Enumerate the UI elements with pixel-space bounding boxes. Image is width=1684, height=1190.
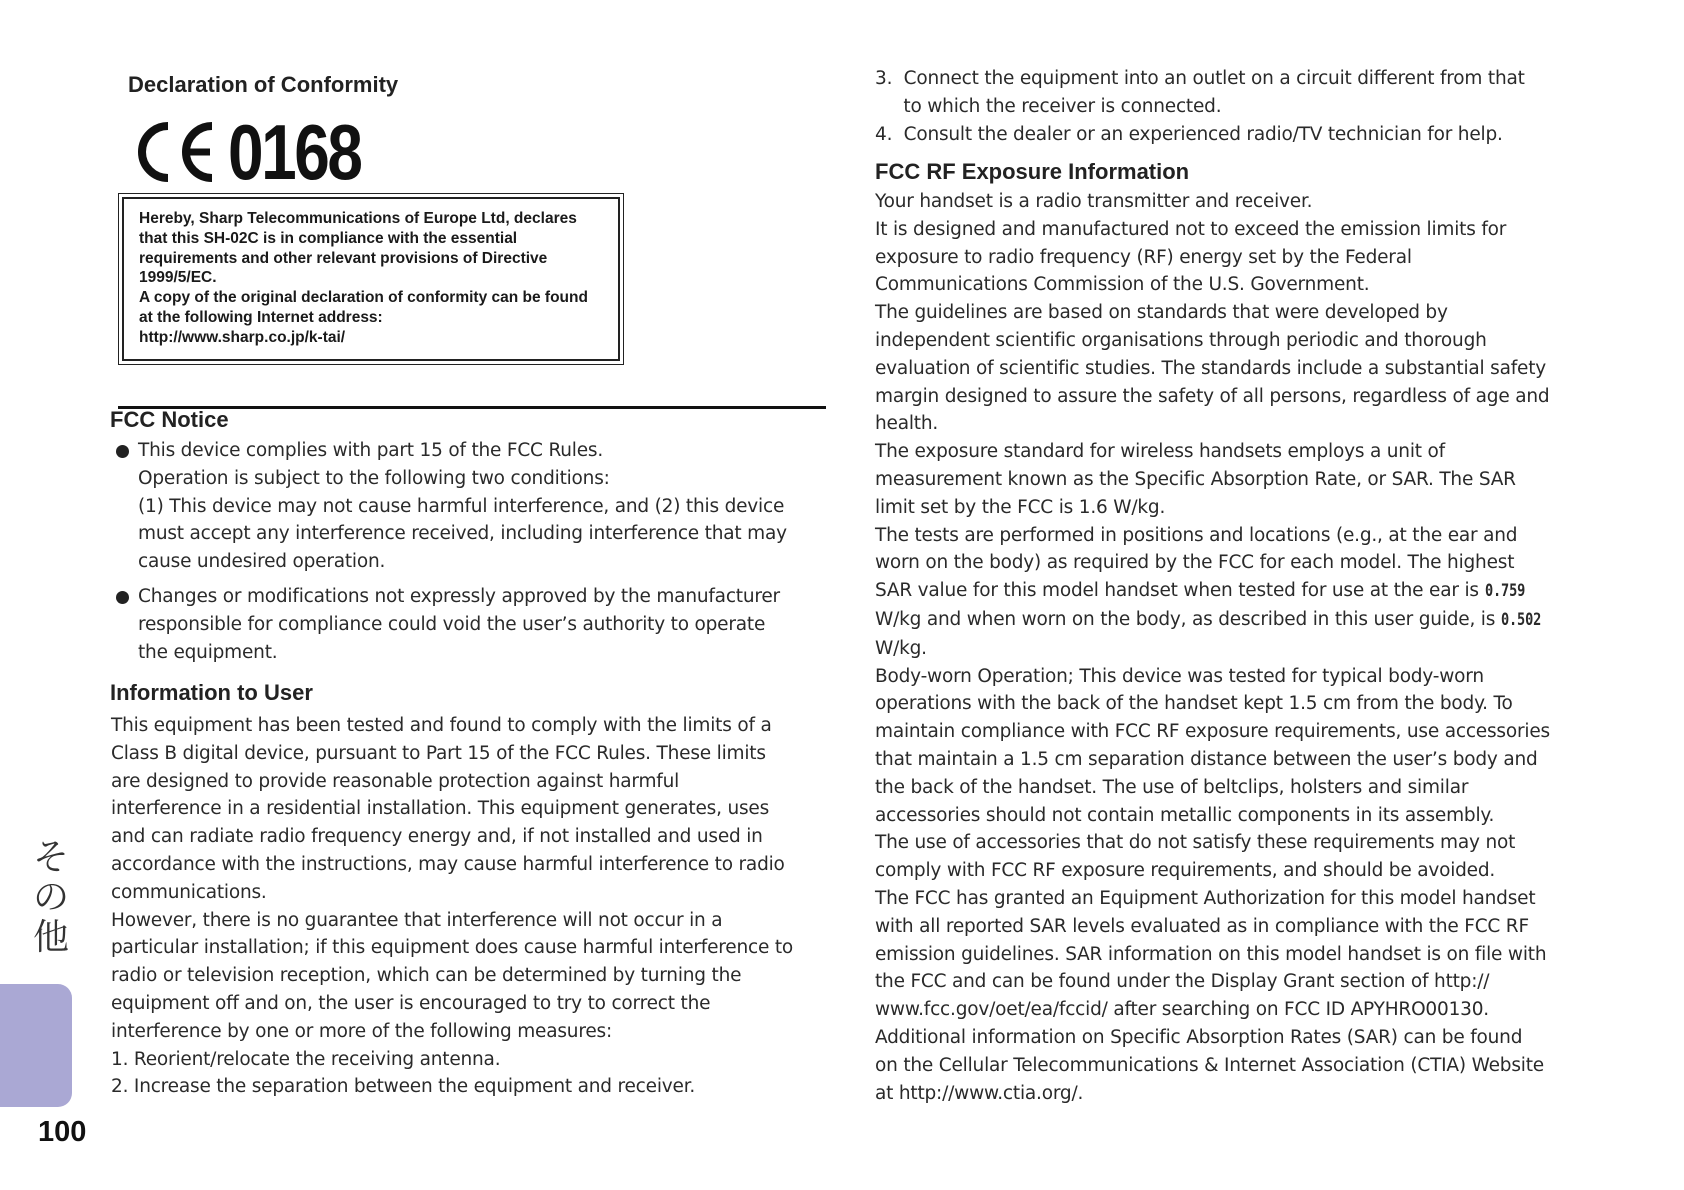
ce-mark-row: [134, 107, 390, 196]
info-line: interference in a residential installation. This equipment generates, uses: [111, 798, 770, 820]
bullet-line: the equipment.: [138, 641, 278, 663]
info-line: communications.: [111, 881, 267, 903]
chapter-tab[interactable]: [0, 984, 72, 1107]
chapter-label-text: そ の 他: [32, 837, 69, 958]
rf-line: limit set by the FCC is 1.6 W/kg.: [875, 496, 1166, 518]
rf-line: The use of accessories that do not satisfy these requirements may not: [875, 832, 1516, 854]
declaration-line: Hereby, Sharp Telecommunications of Europe Ltd, declares: [139, 210, 577, 227]
rf-line: at http://www.ctia.org/.: [875, 1082, 1084, 1104]
declaration-line: that this SH-02C is in compliance with the essential: [139, 229, 518, 247]
ce-mark-icon: [134, 120, 218, 184]
info-line: are designed to provide reasonable protection against harmful: [111, 770, 680, 792]
bullet-line: This device complies with part 15 of the FCC Rules.: [138, 440, 604, 461]
chapter-side-label: [29, 838, 73, 958]
info-line: equipment off and on, the user is encouraged to try to correct the: [111, 992, 711, 1014]
info-to-user-text: [111, 712, 793, 1101]
measure-item: 2. Increase the separation between the equipment and receiver.: [111, 1076, 696, 1098]
info-line: interference by one or more of the following measures:: [111, 1020, 612, 1042]
bullet-line: Operation is subject to the following two conditions:: [138, 467, 610, 489]
bullet-line: must accept any interference received, including interference that may: [138, 523, 787, 545]
rf-line: W/kg.: [875, 637, 927, 659]
measure-item: 4. Consult the dealer or an experienced radio/TV technician for help.: [875, 123, 1503, 145]
measures-continued: [875, 65, 1525, 148]
bullet-line: (1) This device may not cause harmful interference, and (2) this device: [138, 495, 785, 517]
bullet-line: cause undesired operation.: [138, 551, 386, 573]
rf-line: comply with FCC RF exposure requirements, and should be avoided.: [875, 860, 1496, 882]
declaration-box-text: [139, 209, 588, 348]
bullet-line: Changes or modifications not expressly approved by the manufacturer: [138, 586, 780, 607]
bullet-icon: [116, 445, 129, 458]
rf-line: maintain compliance with FCC RF exposure requirements, use accessories: [875, 721, 1550, 743]
info-line: This equipment has been tested and found to comply with the limits of a: [111, 715, 772, 736]
rf-line: on the Cellular Telecommunications & Internet Association (CTIA) Website: [875, 1054, 1544, 1076]
declaration-box: [118, 193, 624, 365]
fcc-notice-title: FCC Notice: [110, 407, 229, 432]
rf-line: the back of the handset. The use of beltclips, holsters and similar: [875, 776, 1469, 798]
info-line: particular installation; if this equipment does cause harmful interference to: [111, 937, 793, 959]
rf-line: Additional information on Specific Absorption Rates (SAR) can be found: [875, 1026, 1523, 1048]
measure-item: 3. Connect the equipment into an outlet on a circuit different from that: [875, 68, 1525, 89]
info-line: Class B digital device, pursuant to Part 15 of the FCC Rules. These limits: [111, 742, 766, 764]
rf-line: evaluation of scientific studies. The standards include a substantial safety: [875, 357, 1547, 379]
rf-line: emission guidelines. SAR information on this model handset is on file with: [875, 943, 1547, 965]
declaration-title: Declaration of Conformity: [128, 72, 399, 97]
rf-line: margin designed to assure the safety of all persons, regardless of age and: [875, 385, 1550, 407]
rf-line: accessories should not contain metallic components in its assembly.: [875, 804, 1495, 826]
sar-ear-value: 0.759: [1484, 581, 1525, 602]
declaration-line: 1999/5/EC.: [139, 269, 217, 287]
rf-line: worn on the body) as required by the FCC for each model. The highest: [875, 552, 1515, 574]
rf-line: Communications Commission of the U.S. Government.: [875, 274, 1370, 296]
measure-item: to which the receiver is connected.: [875, 95, 1222, 117]
rf-line: The FCC has granted an Equipment Authorization for this model handset: [875, 887, 1536, 909]
sar-ear-line: [875, 577, 1551, 606]
sar-body-prefix: W/kg and when worn on the body, as described in this user guide, is: [875, 608, 1501, 630]
declaration-line: A copy of the original declaration of conformity can be found: [139, 289, 588, 307]
rf-line: It is designed and manufactured not to exceed the emission limits for: [875, 218, 1507, 240]
rf-line: measurement known as the Specific Absorption Rate, or SAR. The SAR: [875, 468, 1516, 490]
sar-body-line: [875, 606, 1551, 635]
rf-line: Body-worn Operation; This device was tested for typical body-worn: [875, 665, 1484, 687]
rf-line: independent scientific organisations through periodic and thorough: [875, 329, 1487, 351]
info-line: and can radiate radio frequency energy and, if not installed and used in: [111, 826, 763, 848]
rf-line: the FCC and can be found under the Display Grant section of http://: [875, 971, 1490, 993]
rf-line: The guidelines are based on standards that were developed by: [875, 302, 1448, 324]
bullet-icon: [116, 591, 129, 604]
info-to-user-title: Information to User: [110, 680, 313, 705]
info-line: accordance with the instructions, may cause harmful interference to radio: [111, 853, 785, 875]
rf-line: www.fcc.gov/oet/ea/fccid/ after searching on FCC ID APYHRO00130.: [875, 999, 1489, 1021]
rf-line: The tests are performed in positions and locations (e.g., at the ear and: [875, 524, 1518, 546]
declaration-url: http://www.sharp.co.jp/k-tai/: [139, 328, 346, 346]
rf-line: health.: [875, 413, 939, 435]
bullet-line: responsible for compliance could void the user’s authority to operate: [138, 613, 766, 635]
page-number: 100: [38, 1116, 87, 1148]
measure-item: 1. Reorient/relocate the receiving antenna.: [111, 1048, 501, 1070]
sar-ear-prefix: SAR value for this model handset when tested for use at the ear is: [875, 580, 1485, 602]
rf-line: that maintain a 1.5 cm separation distance between the user’s body and: [875, 748, 1538, 770]
declaration-line: requirements and other relevant provisions of Directive: [139, 249, 548, 267]
rf-line: exposure to radio frequency (RF) energy set by the Federal: [875, 246, 1412, 268]
rf-line: operations with the back of the handset kept 1.5 cm from the body. To: [875, 693, 1513, 715]
rf-line: with all reported SAR levels evaluated as in compliance with the FCC RF: [875, 915, 1529, 937]
rf-line: Your handset is a radio transmitter and receiver.: [875, 191, 1313, 212]
sar-body-value: 0.502: [1500, 609, 1542, 630]
fcc-rf-exposure-title: FCC RF Exposure Information: [875, 159, 1190, 184]
declaration-line: at the following Internet address:: [139, 308, 383, 326]
fcc-rf-exposure-text: [875, 188, 1551, 1107]
rf-line: The exposure standard for wireless handsets employs a unit of: [875, 441, 1445, 463]
ce-notified-body-number: 0168: [228, 107, 361, 196]
info-line: radio or television reception, which can be determined by turning the: [111, 965, 742, 987]
info-line: However, there is no guarantee that interference will not occur in a: [111, 909, 723, 931]
